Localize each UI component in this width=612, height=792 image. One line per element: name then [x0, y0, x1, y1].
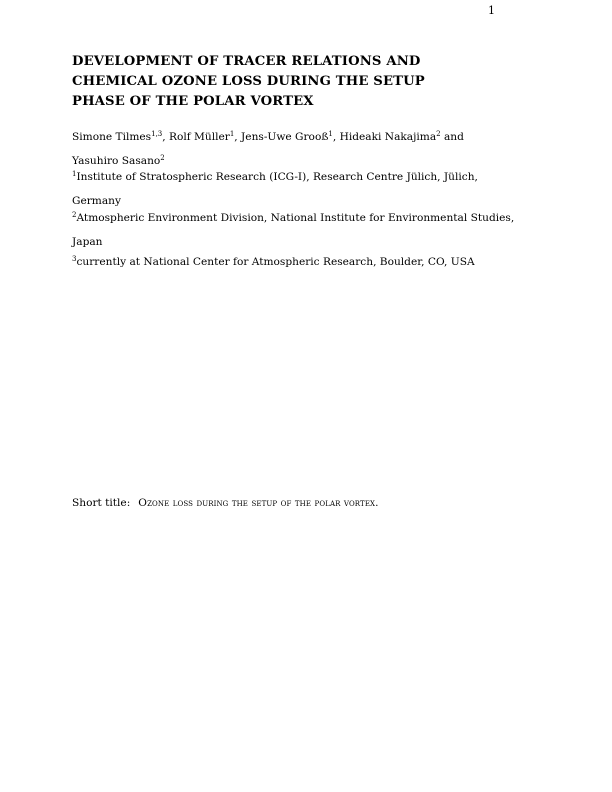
affiliation-line	[72, 171, 478, 183]
author-affiliation-mark: 1	[328, 130, 333, 138]
author-affiliation-mark: 2	[436, 130, 441, 138]
title-line: DEVELOPMENT OF TRACER RELATIONS AND	[72, 54, 421, 69]
title-line: PHASE OF THE POLAR VORTEX	[72, 94, 314, 109]
short-title-label: Short title:	[72, 497, 131, 509]
author-separator: and	[440, 131, 464, 143]
author-name: Jens-Uwe Grooß	[241, 131, 329, 143]
author-name: Yasuhiro Sasano	[72, 155, 161, 167]
author-line	[72, 155, 165, 167]
author-affiliation-mark: 1,3	[151, 130, 163, 138]
short-title	[72, 497, 379, 509]
author-name: Rolf Müller	[169, 131, 230, 143]
affiliation-text: Japan	[72, 236, 103, 248]
title-line: CHEMICAL OZONE LOSS DURING THE SETUP	[72, 74, 425, 89]
affiliation-line	[72, 236, 102, 248]
affiliation-text: Institute of Stratospheric Research (ICG-I), Research Centre Jülich, Jülich,	[76, 171, 478, 183]
author-separator: ,	[162, 131, 170, 143]
affiliation-line	[72, 195, 121, 207]
affiliation-text: currently at National Center for Atmospheric Research, Boulder, CO, USA	[76, 256, 475, 268]
author-affiliation-mark: 1	[229, 130, 235, 138]
affiliation-mark: 2	[72, 211, 77, 219]
author-name: Hideaki Nakajima	[339, 131, 437, 143]
affiliation-mark: 1	[72, 170, 77, 178]
author-affiliation-mark: 2	[160, 154, 165, 162]
affiliation-mark: 3	[72, 255, 77, 263]
author-name: Simone Tilmes	[72, 131, 152, 143]
author-line	[72, 131, 464, 143]
affiliation-text: Germany	[72, 195, 121, 207]
short-title-value: Ozone loss during the setup of the polar vortex.	[138, 497, 379, 509]
author-separator: ,	[332, 131, 340, 143]
author-separator: ,	[234, 131, 242, 143]
page-number: 1	[488, 4, 495, 17]
affiliation-text: Atmospheric Environment Division, National Institute for Environmental Studies,	[76, 212, 515, 224]
affiliation-line	[72, 212, 514, 224]
paper-title	[72, 52, 532, 112]
affiliation-line	[72, 256, 475, 268]
